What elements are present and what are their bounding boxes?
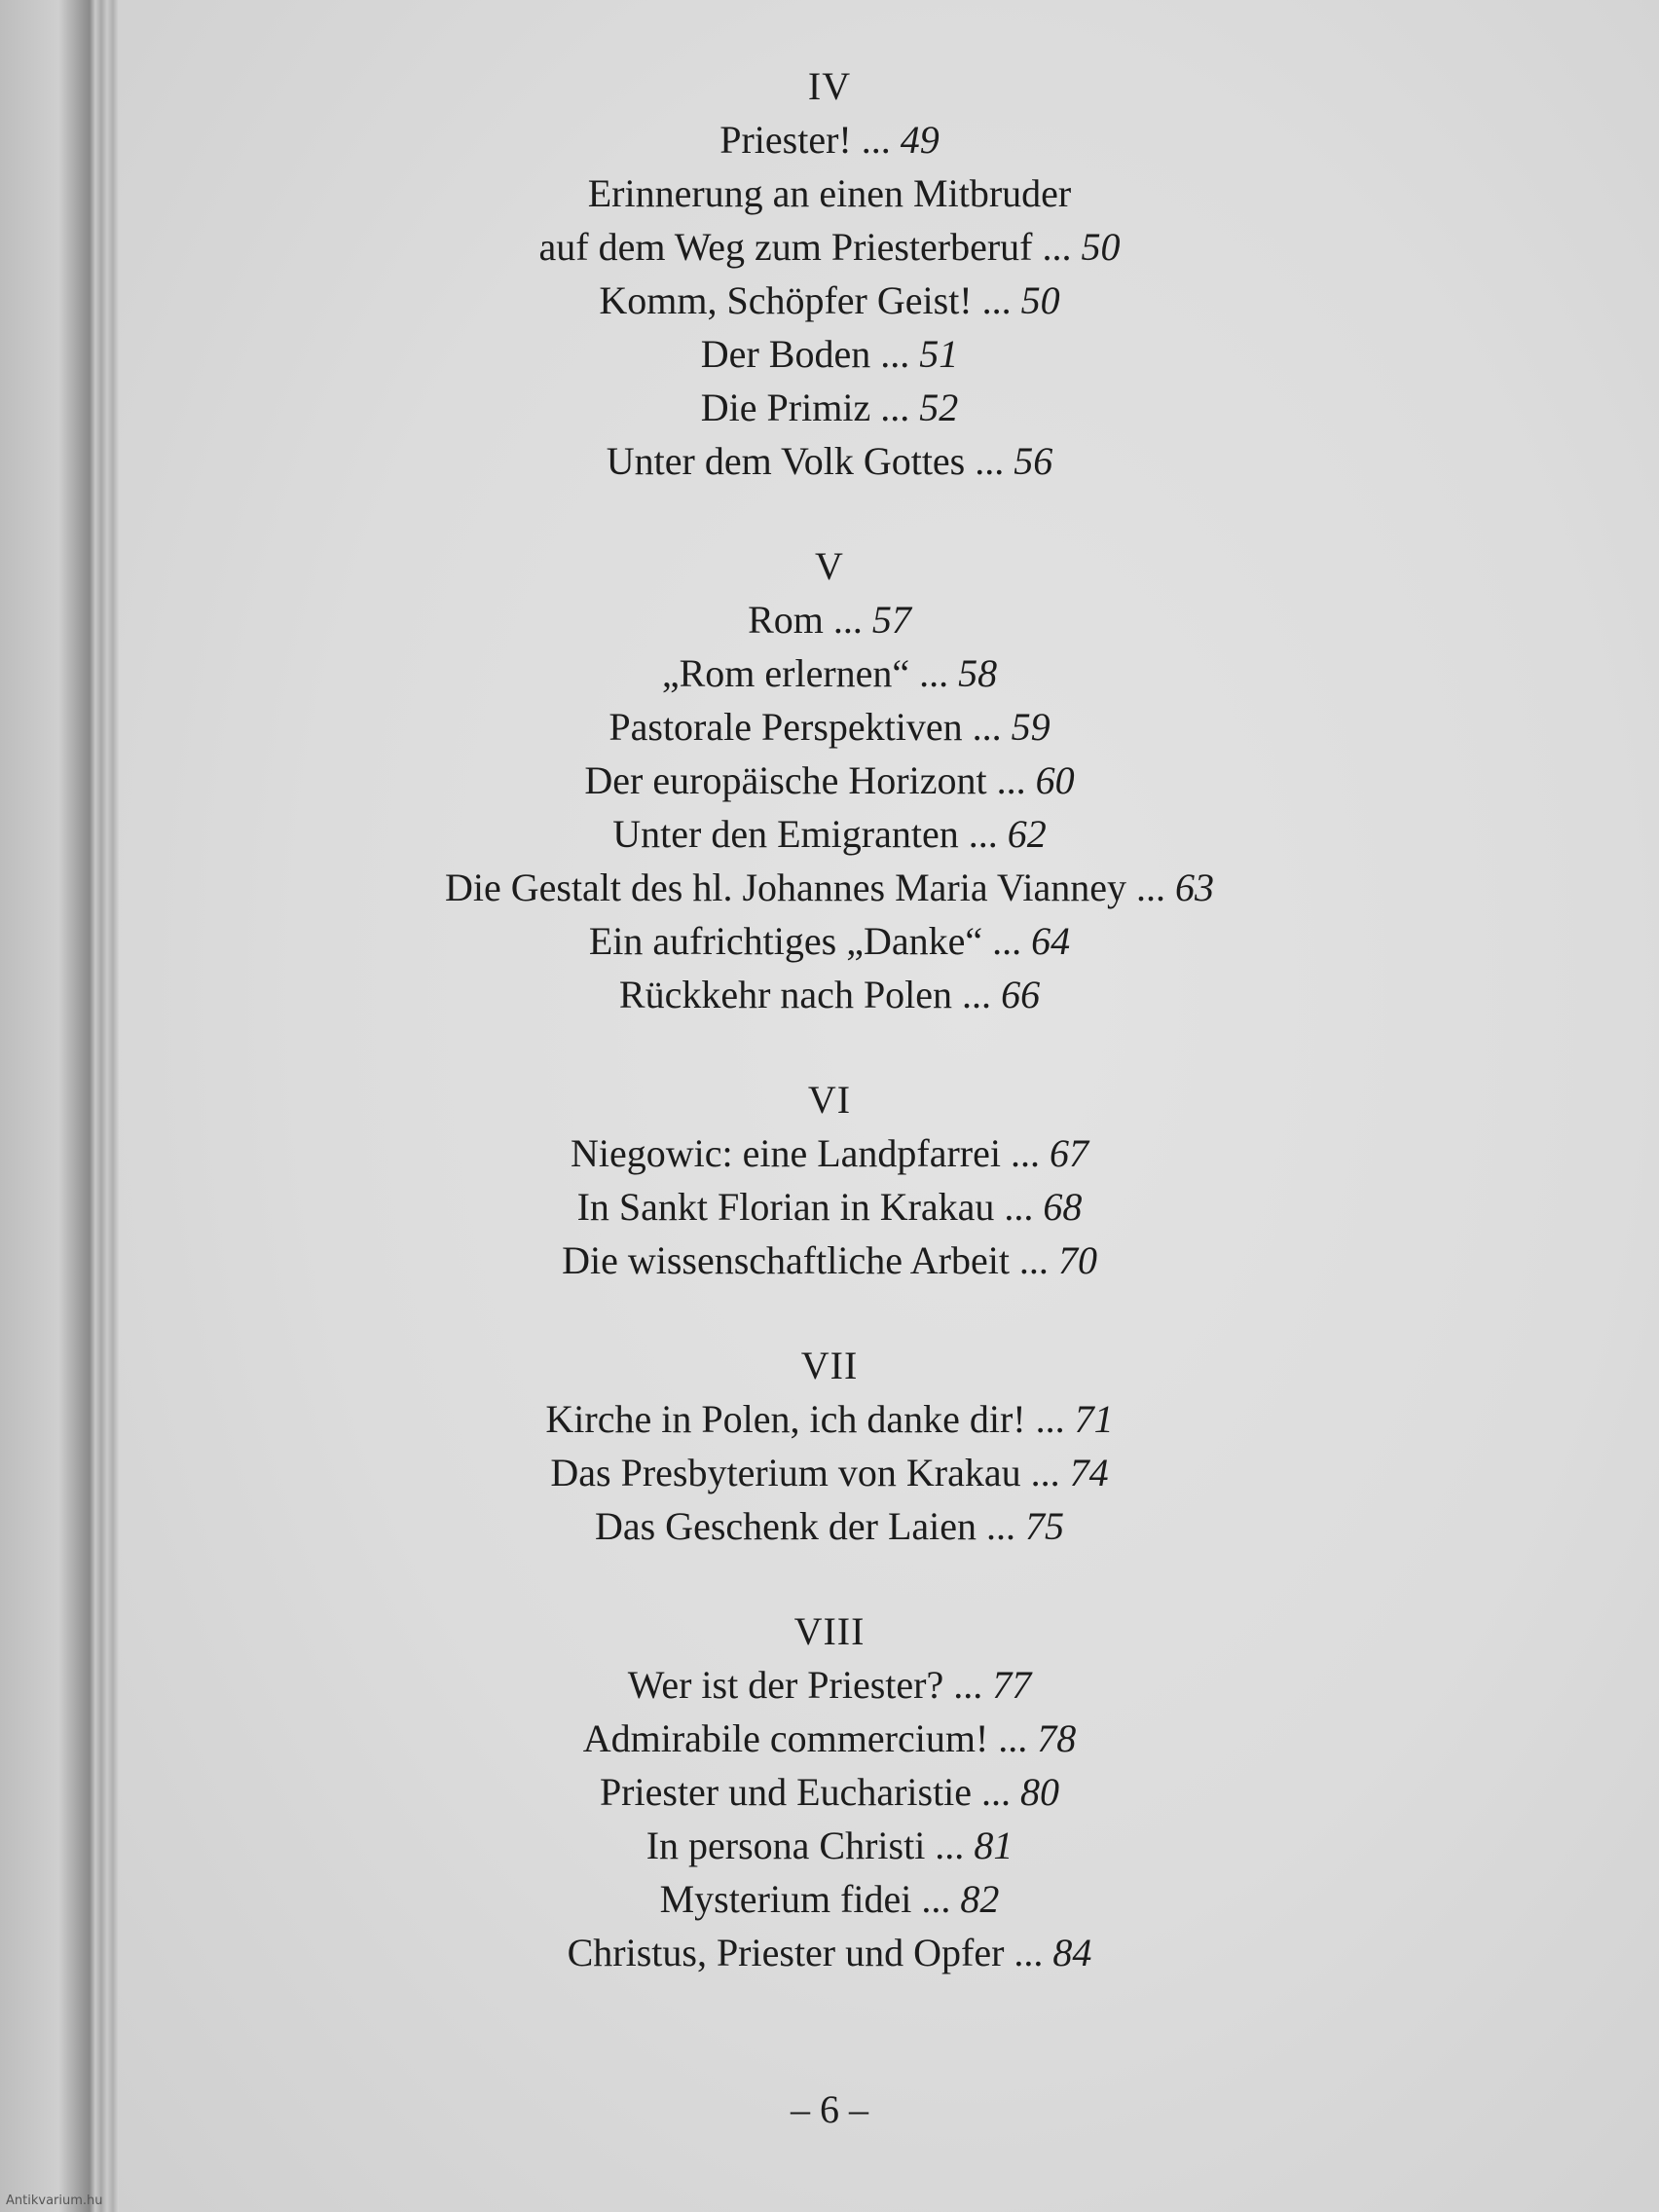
entry-title: Rom ...: [748, 598, 863, 642]
toc-entry: [0, 1658, 1659, 1712]
toc-entry: [0, 1819, 1659, 1872]
entry-title: Pastorale Perspektiven ...: [608, 705, 1002, 749]
entry-title: Erinnerung an einen Mitbruder: [587, 171, 1072, 215]
toc-entry: [0, 700, 1659, 754]
toc-entry: [0, 807, 1659, 861]
entry-page-number: 74: [1069, 1451, 1109, 1494]
toc-section: [0, 540, 1659, 1021]
entry-page-number: 62: [1007, 812, 1047, 856]
entry-title: Wer ist der Priester? ...: [627, 1663, 983, 1707]
entry-title: Der europäische Horizont ...: [584, 758, 1026, 802]
entry-page-number: 81: [974, 1824, 1014, 1867]
entry-page-number: 60: [1035, 758, 1075, 802]
toc-entry: [0, 1234, 1659, 1287]
entry-page-number: 57: [871, 598, 911, 642]
entry-page-number: 75: [1025, 1504, 1065, 1548]
entry-page-number: 64: [1031, 919, 1071, 963]
table-of-contents: [0, 60, 1659, 1979]
entry-title: Admirabile commercium! ...: [582, 1716, 1028, 1760]
section-spacer: [0, 1287, 1659, 1340]
page-number: – 6 –: [791, 2087, 868, 2131]
toc-entry: [0, 381, 1659, 434]
entry-title: Der Boden ...: [700, 332, 910, 376]
entry-title: Die Gestalt des hl. Johannes Maria Vianney ...: [444, 866, 1166, 909]
entry-page-number: 68: [1043, 1185, 1083, 1229]
section-spacer: [0, 1021, 1659, 1074]
entry-title: Rückkehr nach Polen ...: [618, 973, 992, 1016]
toc-entry: [0, 434, 1659, 488]
toc-entry: [0, 327, 1659, 381]
entry-page-number: 63: [1175, 866, 1215, 909]
section-numeral: VI: [807, 1078, 852, 1122]
toc-entry: [0, 166, 1659, 220]
entry-page-number: 59: [1011, 705, 1051, 749]
entry-page-number: 49: [900, 118, 940, 162]
watermark: Antikvarium.hu: [6, 2194, 103, 2208]
entry-title: Das Geschenk der Laien ...: [594, 1504, 1016, 1548]
entry-title: „Rom erlernen“ ...: [661, 651, 949, 695]
toc-entry: [0, 754, 1659, 807]
entry-page-number: 50: [1081, 225, 1121, 269]
toc-section: [0, 60, 1659, 488]
toc-entry: [0, 113, 1659, 166]
entry-title: In Sankt Florian in Krakau ...: [576, 1185, 1034, 1229]
toc-entry: [0, 220, 1659, 274]
section-spacer: [0, 488, 1659, 540]
entry-page-number: 66: [1001, 973, 1041, 1016]
toc-entry: [0, 1126, 1659, 1180]
entry-title: auf dem Weg zum Priesterberuf ...: [538, 225, 1072, 269]
entry-page-number: 70: [1057, 1238, 1097, 1282]
toc-entry: [0, 1712, 1659, 1765]
entry-title: Kirche in Polen, ich danke dir! ...: [545, 1397, 1065, 1441]
toc-entry: [0, 274, 1659, 327]
entry-page-number: 80: [1020, 1770, 1060, 1814]
entry-page-number: 71: [1074, 1397, 1114, 1441]
toc-entry: [0, 1499, 1659, 1553]
toc-entry: [0, 1872, 1659, 1926]
toc-section: [0, 1340, 1659, 1553]
toc-entry: [0, 1765, 1659, 1819]
section-numeral: V: [815, 544, 844, 588]
entry-page-number: 77: [992, 1663, 1032, 1707]
toc-entry: [0, 914, 1659, 968]
entry-page-number: 52: [919, 386, 959, 429]
section-spacer: [0, 1553, 1659, 1605]
entry-page-number: 84: [1052, 1931, 1092, 1974]
toc-section: [0, 1605, 1659, 1979]
entry-page-number: 58: [958, 651, 998, 695]
section-numeral: VIII: [793, 1609, 866, 1653]
entry-title: Priester! ...: [719, 118, 891, 162]
entry-title: Das Presbyterium von Krakau ...: [550, 1451, 1060, 1494]
toc-entry: [0, 1180, 1659, 1234]
entry-title: Unter den Emigranten ...: [612, 812, 998, 856]
toc-entry: [0, 1446, 1659, 1499]
section-numeral: VII: [800, 1344, 859, 1387]
entry-title: Unter dem Volk Gottes ...: [606, 439, 1005, 483]
entry-title: Ein aufrichtiges „Danke“ ...: [588, 919, 1022, 963]
toc-entry: [0, 1392, 1659, 1446]
toc-entry: [0, 593, 1659, 646]
toc-entry: [0, 1926, 1659, 1979]
entry-page-number: 78: [1037, 1716, 1077, 1760]
entry-page-number: 67: [1050, 1131, 1088, 1175]
toc-entry: [0, 646, 1659, 700]
entry-title: Mysterium fidei ...: [659, 1877, 951, 1921]
toc-section: [0, 1074, 1659, 1287]
entry-page-number: 51: [919, 332, 959, 376]
toc-entry: [0, 968, 1659, 1021]
toc-entry: [0, 861, 1659, 914]
entry-title: Niegowic: eine Landpfarrei ...: [570, 1131, 1040, 1175]
entry-title: Die wissenschaftliche Arbeit ...: [562, 1238, 1049, 1282]
entry-page-number: 50: [1020, 278, 1060, 322]
entry-title: In persona Christi ...: [645, 1824, 965, 1867]
entry-title: Komm, Schöpfer Geist! ...: [599, 278, 1012, 322]
entry-title: Christus, Priester und Opfer ...: [567, 1931, 1044, 1974]
entry-page-number: 56: [1014, 439, 1053, 483]
entry-title: Die Primiz ...: [700, 386, 910, 429]
section-numeral: IV: [807, 64, 852, 108]
entry-title: Priester und Eucharistie ...: [599, 1770, 1012, 1814]
entry-page-number: 82: [960, 1877, 1000, 1921]
